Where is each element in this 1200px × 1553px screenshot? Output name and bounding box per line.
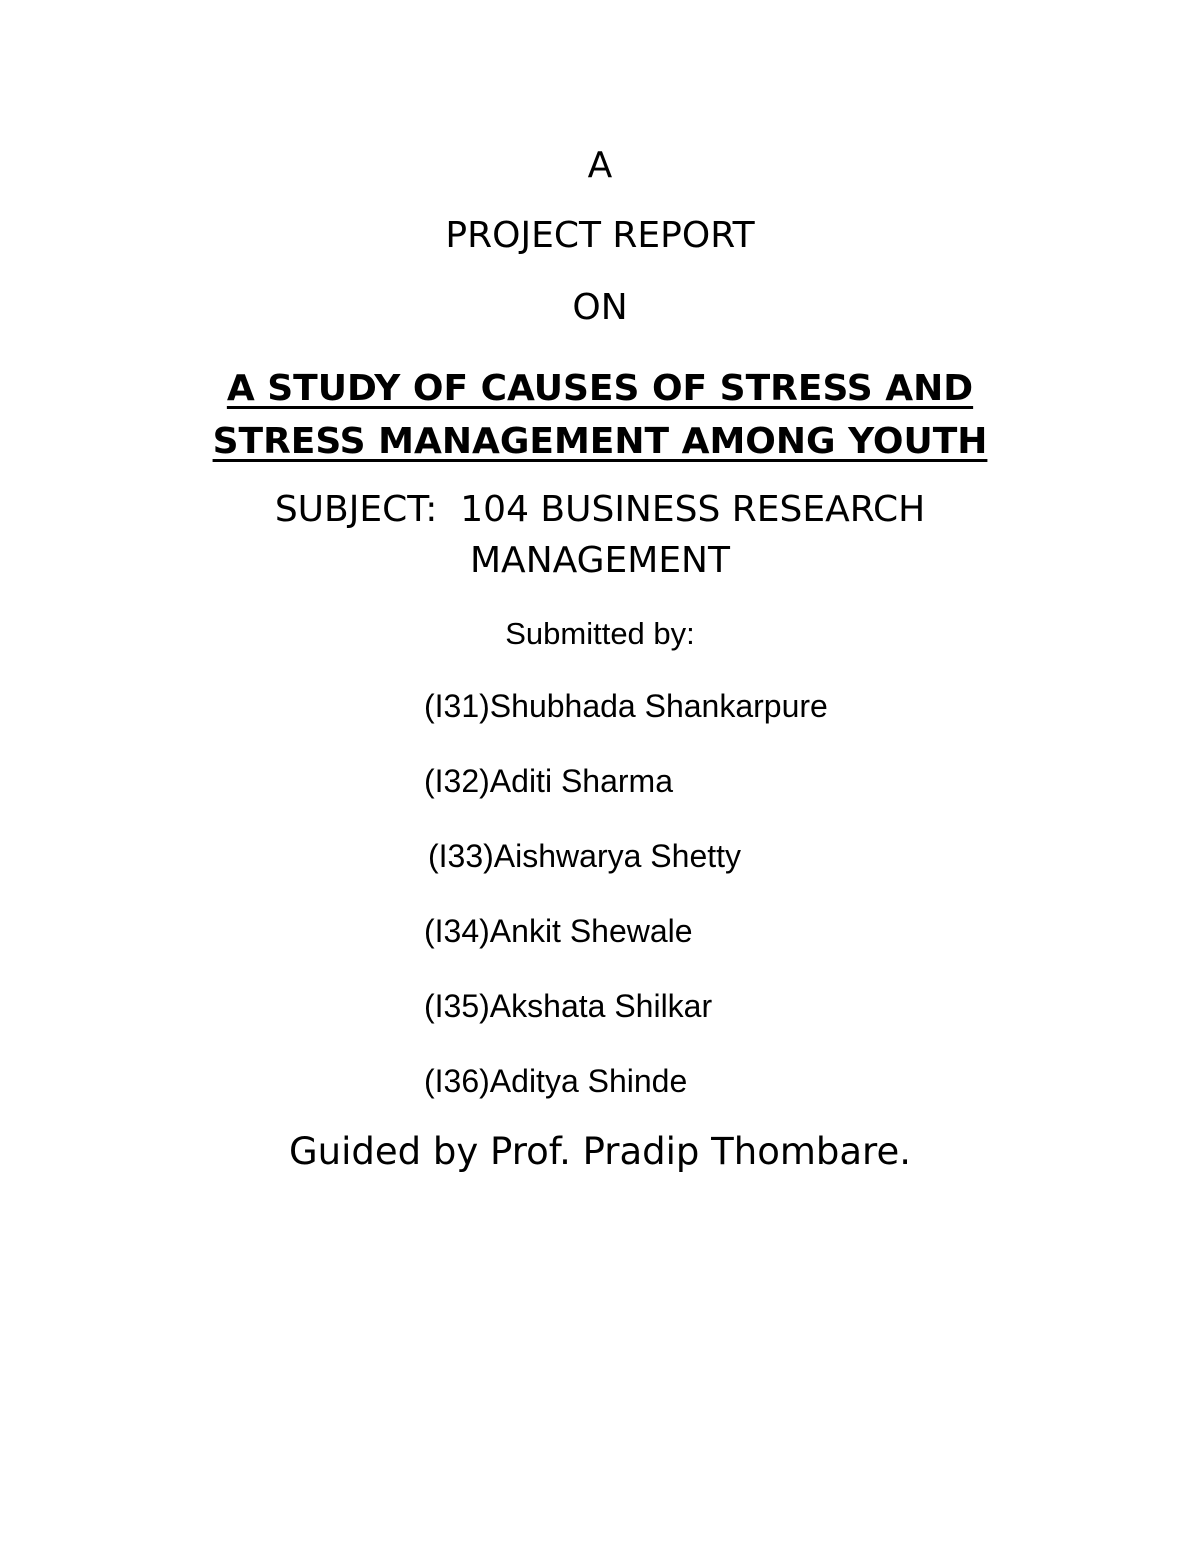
subject-line-2: MANAGEMENT xyxy=(470,540,730,581)
submitted-by-label: Submitted by: xyxy=(505,616,695,651)
subject xyxy=(0,484,1200,586)
report-title-line-2: STRESS MANAGEMENT AMONG YOUTH xyxy=(212,421,988,462)
on-heading: ON xyxy=(572,287,628,328)
project-report-heading: PROJECT REPORT xyxy=(445,215,755,256)
member-item: (I36)Aditya Shinde xyxy=(424,1063,688,1099)
member-item: (I31)Shubhada Shankarpure xyxy=(424,688,828,724)
member-item: (I34)Ankit Shewale xyxy=(424,913,693,949)
line-a: A xyxy=(587,145,613,186)
report-title xyxy=(0,362,1200,468)
report-title-line-1: A STUDY OF CAUSES OF STRESS AND xyxy=(226,368,974,409)
member-item: (I32)Aditi Sharma xyxy=(424,763,673,799)
guided-by: Guided by Prof. Pradip Thombare. xyxy=(289,1130,911,1173)
member-item: (I33)Aishwarya Shetty xyxy=(428,838,742,874)
subject-line-1: SUBJECT: 104 BUSINESS RESEARCH xyxy=(274,489,926,530)
member-item: (I35)Akshata Shilkar xyxy=(424,988,713,1024)
